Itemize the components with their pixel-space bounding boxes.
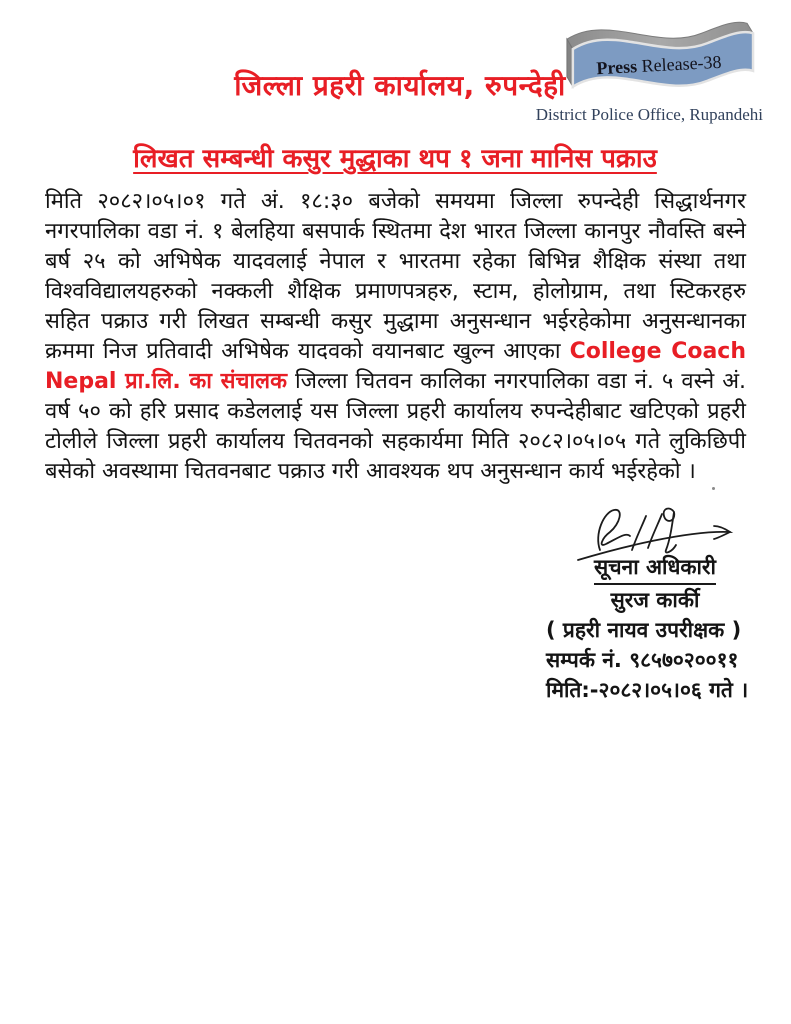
office-title-english: District Police Office, Rupandehi: [535, 105, 763, 124]
body-text-part1: मिति २०८२।०५।०१ गते अं. १८:३० बजेको समयमा जिल्ला रुपन्देही सिद्धार्थनगर नगरपालिका वडा नं. १ बेलहिया बसपार्क स्थितमा देश भारत जिल्ला कानपुर नौवस्ति बस्ने बर्ष २५ को अभिषेक यादवलाई नेपाल र भारतमा रहेका बिभिन्न शैक्षिक संस्था तथा विश्वविद्यालयहरुको नक्कली शैक्षिक प्रमाणपत्रहरु, स्टाम, होलोग्राम, तथा स्टिकरहरु सहित पक्राउ गरी लिखत सम्बन्धी कसुर मुद्धामा अनुसन्धान भईरहेकोमा अनुसन्धानका क्रममा निज प्रतिवादी अभिषेक यादवको वयानबाट खुल्न आएका: [45, 189, 746, 364]
signatory-name: सुरज कार्की: [610, 588, 700, 612]
body-paragraph: [45, 187, 746, 487]
press-release-label-bold: Press: [595, 56, 638, 79]
office-title-nepali: जिल्ला प्रहरी कार्यालय, रुपन्देही: [234, 69, 566, 102]
release-date: मिति:-२०८२।०५।०६ गते ।: [546, 678, 749, 702]
signature-block: [540, 498, 770, 705]
signatory-rank: ( प्रहरी नायव उपरीक्षक ): [546, 618, 742, 642]
press-release-banner: [559, 8, 757, 106]
body-text-part2: जिल्ला चितवन कालिका नगरपालिका वडा नं. ५ वस्ने अं. वर्ष ५० को हरि प्रसाद कडेललाई यस जिल्ला प्रहरी कार्यालय रुपन्देहीबाट खटिएको प्रहरी टोलीले जिल्ला प्रहरी कार्यालय चितवनको सहकार्यमा मिति २०८२।०५।०५ गते लुकिछिपी बसेको अवस्थामा चितवनबाट पक्राउ गरी आवश्यक थप अनुसन्धान कार्य भईरहेको ।: [45, 369, 746, 484]
scan-speck: [712, 487, 715, 490]
body-highlight-college-coach-nepal: College Coach Nepal प्रा.लि. का संचालक: [45, 339, 746, 394]
signatory-role: सूचना अधिकारी: [594, 552, 716, 585]
press-release-label-rest: Release-38: [636, 51, 722, 77]
signatory-role-row: [540, 552, 770, 585]
headline: लिखत सम्बन्धी कसुर मुद्धाका थप १ जना मानिस पक्राउ: [133, 144, 657, 174]
contact-number: सम्पर्क नं. ९८५७०२००११: [546, 648, 739, 672]
